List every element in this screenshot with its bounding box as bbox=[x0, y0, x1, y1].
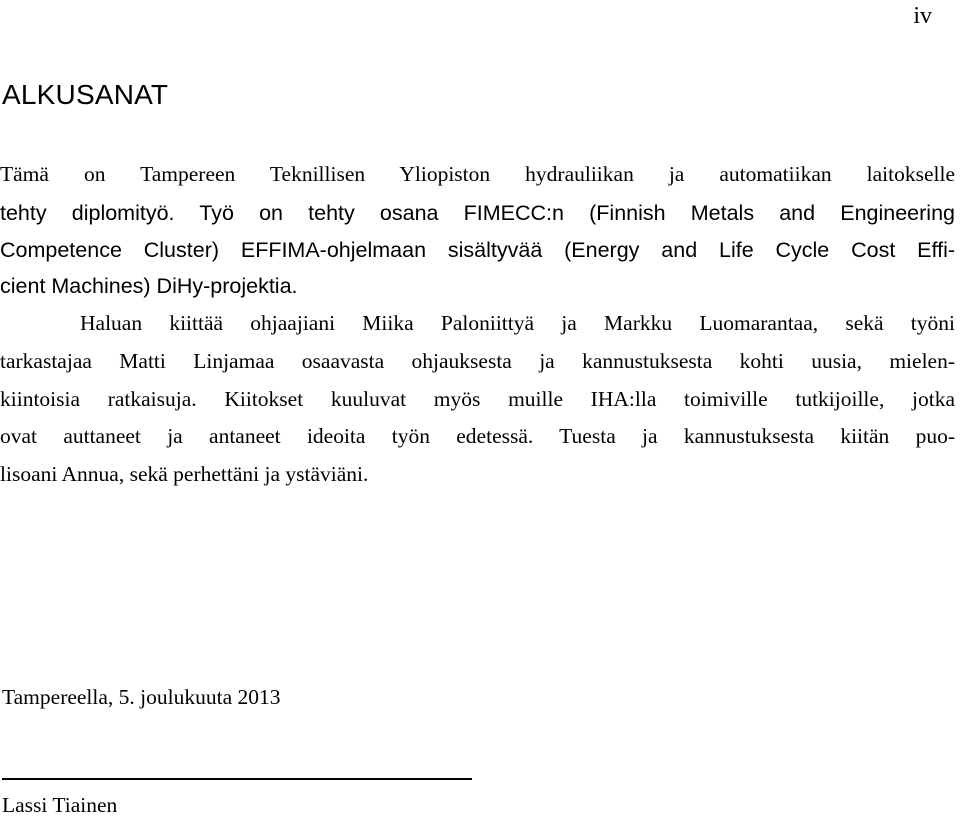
paragraph-line: lisoani Annua, sekä perhettäni ja ystäviäni. bbox=[0, 462, 369, 486]
paragraph-line: Tämä on Tampereen Teknillisen Yliopiston hydrauliikan ja automatiikan laitokselle bbox=[0, 162, 955, 186]
paragraph-line: tarkastajaa Matti Linjamaa osaavasta ohjauksesta ja kannustuksesta kohti uusia, mielen- bbox=[0, 349, 955, 373]
paragraph-line: Competence Cluster) EFFIMA-ohjelmaan sisältyvää (Energy and Life Cycle Cost Effi- bbox=[0, 238, 955, 262]
place-and-date: Tampereella, 5. joulukuuta 2013 bbox=[2, 685, 281, 709]
signature-line bbox=[2, 778, 472, 780]
paragraph-line: cient Machines) DiHy-projektia. bbox=[0, 274, 298, 298]
section-heading: ALKUSANAT bbox=[2, 79, 169, 110]
page-number: iv bbox=[913, 3, 932, 29]
signer-name: Lassi Tiainen bbox=[2, 793, 118, 817]
paragraph-line: Haluan kiittää ohjaajiani Miika Paloniittyä ja Markku Luomarantaa, sekä työni bbox=[80, 311, 955, 335]
paragraph-line: kiintoisia ratkaisuja. Kiitokset kuuluvat myös muille IHA:lla toimiville tutkijoille, jotka bbox=[0, 387, 955, 411]
paragraph-line: tehty diplomityö. Työ on tehty osana FIMECC:n (Finnish Metals and Engineering bbox=[0, 201, 955, 225]
paragraph-line: ovat auttaneet ja antaneet ideoita työn edetessä. Tuesta ja kannustuksesta kiitän puo- bbox=[0, 424, 955, 448]
